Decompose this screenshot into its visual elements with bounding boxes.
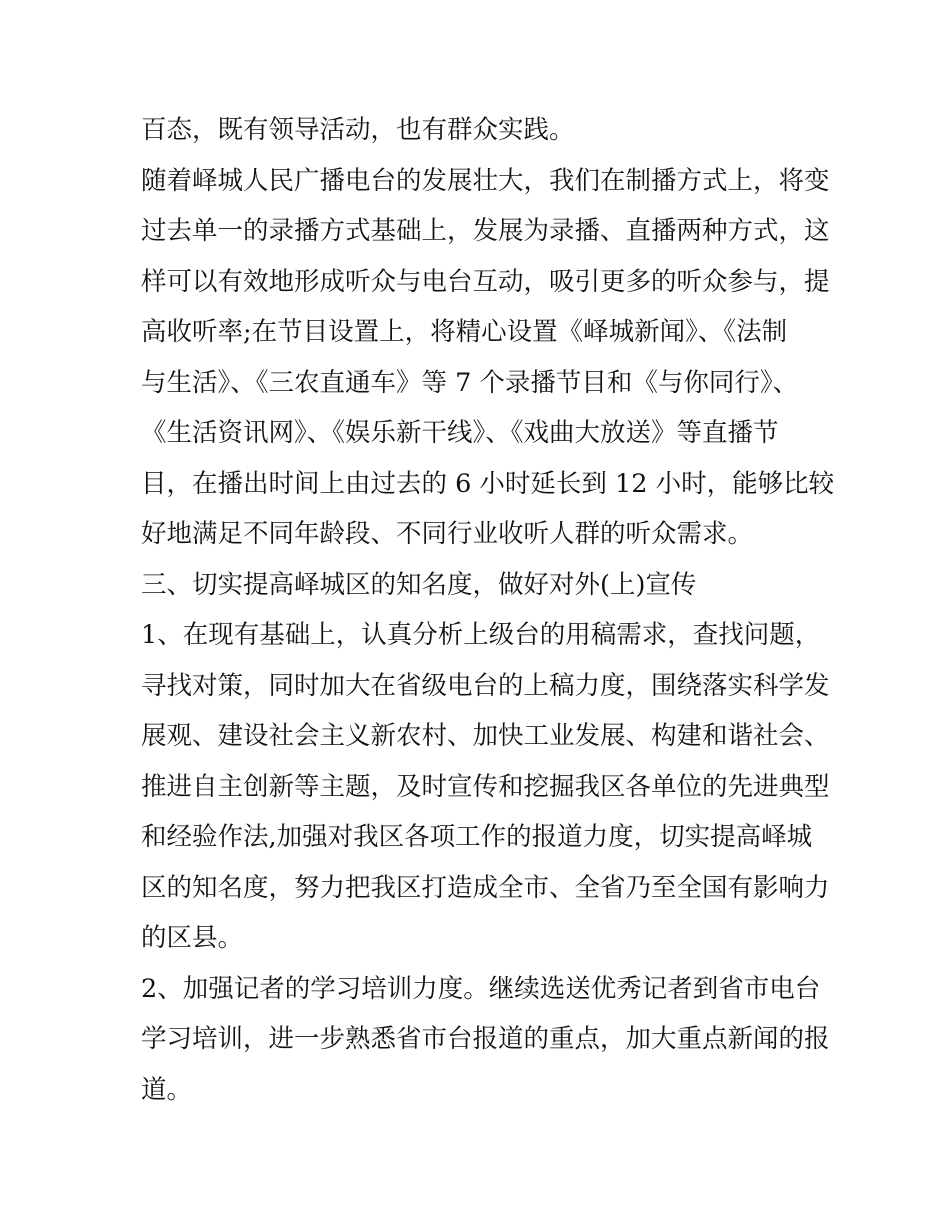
text-line: 与生活》、《三农直通车》等 7 个录播节目和《与你同行》、 [141,368,799,398]
text-line: 学习培训，进一步熟悉省市台报道的重点，加大重点新闻的报 [141,1024,830,1054]
section-heading: 三、切实提高峄城区的知名度，做好对外(上)宣传 [141,570,697,600]
text-line: 《生活资讯网》、《娱乐新干线》、《戏曲大放送》等直播节 [141,418,779,448]
text-line: 高收听率;在节目设置上，将精心设置《峄城新闻》、《法制 [141,317,788,347]
text-line: 随着峄城人民广播电台的发展壮大，我们在制播方式上，将变 [141,166,830,196]
text-line: 过去单一的录播方式基础上，发展为录播、直播两种方式，这 [141,216,830,246]
text-line: 好地满足不同年龄段、不同行业收听人群的听众需求。 [141,519,754,549]
text-line: 道。 [141,1075,193,1105]
text-line: 的区县。 [141,923,244,953]
text-line: 和经验作法,加强对我区各项工作的报道力度，切实提高峄城 [141,822,813,852]
text-line: 推进自主创新等主题，及时宣传和挖掘我区各单位的先进典型 [141,772,830,802]
text-line: 样可以有效地形成听众与电台互动，吸引更多的听众参与，提 [141,267,830,297]
text-line: 寻找对策，同时加大在省级电台的上稿力度，围绕落实科学发 [141,671,830,701]
text-line: 区的知名度，努力把我区打造成全市、全省乃至全国有影响力 [141,873,830,903]
text-line: 百态，既有领导活动，也有群众实践。 [141,115,575,145]
text-line: 目，在播出时间上由过去的 6 小时延长到 12 小时，能够比较 [141,469,835,499]
text-line: 2、加强记者的学习培训力度。继续选送优秀记者到省市电台 [141,974,821,1004]
text-line: 展观、建设社会主义新农村、加快工业发展、构建和谐社会、 [141,721,830,751]
text-line: 1、在现有基础上，认真分析上级台的用稿需求，查找问题， [141,620,821,650]
